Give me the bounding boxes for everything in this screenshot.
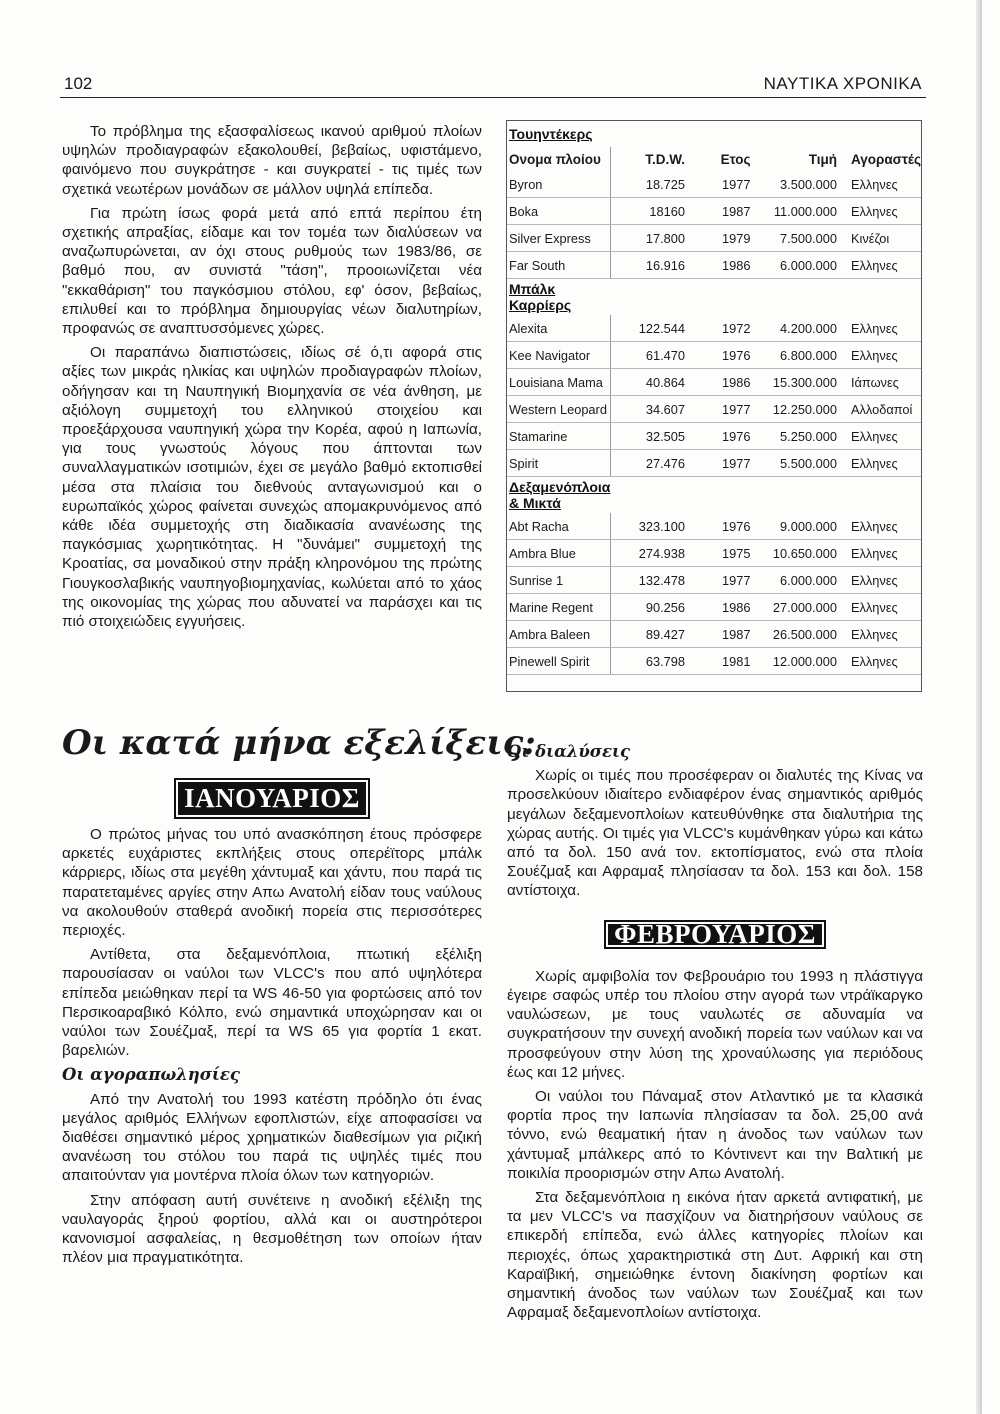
table-row [507, 423, 921, 450]
table-cell: Ετος [720, 151, 751, 167]
page-edge-shadow [976, 0, 982, 1414]
table-cell: Ιάπωνες [837, 369, 921, 396]
table-cell: Stamarine [507, 423, 610, 450]
table-header-row [507, 147, 921, 171]
table-section-title: Τουηντέκερς [509, 126, 593, 142]
table-cell: 34.607 [610, 396, 685, 423]
january-banner-wrap [62, 782, 482, 815]
table-cell: 5.500.000 [751, 450, 837, 477]
table-cell: Ελληνες [837, 315, 921, 342]
table-cell: Alexita [507, 315, 610, 342]
table-row [507, 198, 921, 225]
table-cell: Louisiana Mama [507, 369, 610, 396]
table-cell: Ελληνες [837, 648, 921, 675]
table-cell: 12.000.000 [751, 648, 837, 675]
table-cell: Western Leopard [507, 396, 610, 423]
table-cell: 9.000.000 [751, 513, 837, 540]
table-cell: Sunrise 1 [507, 567, 610, 594]
table-cell: 274.938 [610, 540, 685, 567]
table-cell: Silver Express [507, 225, 610, 252]
table-row [507, 315, 921, 342]
table-cell: 11.000.000 [751, 198, 837, 225]
table-row [507, 540, 921, 567]
paragraph: Στην απόφαση αυτή συνέτεινε η ανοδική εξέλιξη της ναυλαγοράς ξηρού φορτίου, αλλά και οι αυστηρότεροι κανονισμοί ασφαλείας, η θεσμοθέτηση των οποίων ήταν πλέον μια πραγματικότητα. [62, 1191, 482, 1267]
table-cell: Boka [507, 198, 610, 225]
table-cell: 323.100 [610, 513, 685, 540]
january-column [62, 825, 482, 1272]
table-cell: 1981 [685, 648, 750, 675]
table-cell: 1977 [685, 396, 750, 423]
table-cell: Marine Regent [507, 594, 610, 621]
table-row [507, 342, 921, 369]
table-cell: 18160 [610, 198, 685, 225]
table-cell: 12.250.000 [751, 396, 837, 423]
table-cell: 1976 [685, 423, 750, 450]
table-cell: Τιμή [808, 151, 837, 167]
paragraph: Ο πρώτος μήνας του υπό ανασκόπηση έτους πρόσφερε αρκετές ευχάριστες εκπλήξεις στους οπερέϊτορς μπάλκ κάρριερς, ιδίως στα μεγέθη χάντυμαξ και χάντυ, που παρά τις παρατεταμένες αργίες στην Απω Ανατολή είδαν τους ναύλους να ακολουθούν σταθερά ανοδική πορεία στις περισσότερες περιοχές. [62, 826, 482, 940]
table-cell: 27.476 [610, 450, 685, 477]
table-cell: 18.725 [610, 171, 685, 198]
table-cell: 1987 [685, 621, 750, 648]
table-cell: 1972 [685, 315, 750, 342]
table-cell: Ελληνες [837, 513, 921, 540]
table-cell: Αλλοδαποί [837, 396, 921, 423]
table-row [507, 450, 921, 477]
table-cell: Spirit [507, 450, 610, 477]
table-cell: Ελληνες [837, 450, 921, 477]
header-rule [60, 97, 926, 98]
table-cell: 6.000.000 [751, 567, 837, 594]
table-cell: 1977 [685, 567, 750, 594]
subheading-sales: Οι αγοραπωλησίες [62, 1065, 240, 1085]
table-cell: Kee Navigator [507, 342, 610, 369]
table-section-row [507, 121, 921, 147]
table-cell: 1976 [685, 342, 750, 369]
table-cell: 6.800.000 [751, 342, 837, 369]
table-cell: 5.250.000 [751, 423, 837, 450]
table-row [507, 252, 921, 279]
table-row [507, 225, 921, 252]
table-cell: 90.256 [610, 594, 685, 621]
table-cell: 1986 [685, 252, 750, 279]
table-cell: 1977 [685, 171, 750, 198]
table-cell: 16.916 [610, 252, 685, 279]
right-column [507, 742, 923, 1327]
subheading-demolitions: Οι διαλύσεις [507, 742, 631, 761]
table-cell: 3.500.000 [751, 171, 837, 198]
sales-table [506, 120, 922, 692]
table-section-title: Μπάλκ Καρρίερς [509, 281, 572, 313]
table-cell: 1986 [685, 369, 750, 396]
paragraph: Χωρίς οι τιμές που προσέφεραν οι διαλυτές της Κίνας να προσελκύουν ιδιαίτερο ενδιαφέρον ένας σημαντικός αριθμός μεγάλων δεξαμενοπλοίων κατευθύνθηκε στα διαλυτήρια της χώρας αυτής. Οι τιμές για VLCC's κυμάνθηκαν γύρω και κάτω από τα δολ. 150 ανά τον. εκτοπίσματος, ενώ στα πλοία Σουέζμαξ και Αφραμαξ πλησίασαν τα δολ. 153 και δολ. 158 αντίστοιχα. [507, 767, 923, 900]
table-cell: Ελληνες [837, 252, 921, 279]
table-cell: 40.864 [610, 369, 685, 396]
paragraph: Οι παραπάνω διαπιστώσεις, ιδίως σέ ό,τι αφορά στις αξίες των μικράς ηλικίας και υψηλών προδιαγραφών πλοίων, οδήγησαν και τη Ναυπηγική Βιομηχανία σε νέα άνθηση, με αξιόλογη συμμετοχή του ελληνικού στοιχείου και προεξάρχουσα ναυπηγική χώρα την Κορέα, αφού η Ιαπωνία, για τους γνωστούς λόγους που άπτονται των συναλλαγματικών ισοτιμιών, έχει σε μεγάλο βαθμό εκτοπισθεί μέσα στα πλαίσια του διεθνούς ανταγωνισμού και ο ευρωπαϊκός χώρος φαίνεται συνεχώς απομακρυνόμενος από κάθε ιδέα συμμετοχής στη διαδικασία ανανέωσης της παγκόσμιας χωρητικότητας. Η "δυνάμει" συμμετοχή της Κροατίας, σα μοναδικού στην πράξη κληρονόμου της πρώτης Γιουγκοσλαβικής ναυπηγοβιομηχανίας, κωλύεται από το χάος της οικονομίας της χώρας που αδυνατεί να παράσχει και τις πιό στοιχειώδεις εγγυήσεις. [62, 344, 482, 631]
table-row [507, 396, 921, 423]
table-cell: Ελληνες [837, 198, 921, 225]
table-section-row [507, 477, 921, 514]
table-row [507, 567, 921, 594]
table-cell: 1979 [685, 225, 750, 252]
table-cell: 63.798 [610, 648, 685, 675]
table-cell: 132.478 [610, 567, 685, 594]
table-row [507, 648, 921, 675]
table-row [507, 594, 921, 621]
table-cell: Ελληνες [837, 621, 921, 648]
table-cell: Ελληνες [837, 342, 921, 369]
table-cell: 61.470 [610, 342, 685, 369]
paragraph: Αντίθετα, στα δεξαμενόπλοια, πτωτική εξέλιξη παρουσίασαν οι ναύλοι των VLCC's που από υψηλότερα επίπεδα μειώθηκαν περί τα WS 46-50 για φορτώσεις από τον Περσικοαραβικό Κόλπο, ενώ σημαντικά υποχώρησαν και οι ναύλοι των Σουέζμαξ, περί τα WS 65 για φορτία 1 εκατ. βαρελιών. [62, 946, 482, 1060]
table-row [507, 513, 921, 540]
table-cell: 32.505 [610, 423, 685, 450]
table-cell: 10.650.000 [751, 540, 837, 567]
table-cell: Κινέζοι [837, 225, 921, 252]
table-cell: 26.500.000 [751, 621, 837, 648]
table-cell: 7.500.000 [751, 225, 837, 252]
paragraph: Στα δεξαμενόπλοια η εικόνα ήταν αρκετά αντιφατική, με τα μεν VLCC's να πασχίζουν να διατηρήσουν ναύλους σε επικερδή επίπεδα, ενώ άλλες κατηγορίες πλοίων και περιοχές, όπως χαρακτηριστικά στη Δυτ. Αφρική και στη Καραϊβική, σημειώθηκε έντονη διακίνηση φορτίων και σημαντική άνοδος των ναύλων των Σουέζμαξ και των Αφραμαξ δεξαμενοπλοίων αντίστοιχα. [507, 1189, 923, 1322]
table-cell: Ambra Blue [507, 540, 610, 567]
table-cell: Far South [507, 252, 610, 279]
paragraph: Το πρόβλημα της εξασφαλίσεως ικανού αριθμού πλοίων υψηλών προδιαγραφών εξακολουθεί, βεβαίως, υφιστάμενο, φαινόμενο που συγκράτησε - και συγκρατεί - τις τιμές των σχετικά νεωτέρων μονάδων σε μάλλον υψηλά επίπεδα. [62, 123, 482, 198]
table-cell: 1975 [685, 540, 750, 567]
table-cell: 4.200.000 [751, 315, 837, 342]
table-cell: 1986 [685, 594, 750, 621]
table-cell: 15.300.000 [751, 369, 837, 396]
table-cell: Ελληνες [837, 540, 921, 567]
table-section-title: Δεξαμενόπλοια & Μικτά [509, 479, 611, 511]
table-cell: Ελληνες [837, 423, 921, 450]
table-cell: 122.544 [610, 315, 685, 342]
paragraph: Χωρίς αμφιβολία τον Φεβρουάριο του 1993 η πλάστιγγα έγειρε σαφώς υπέρ του πλοίου στην αγορά των ντράϊκαργκο ναυλώσεων, με τους ναυλωτές σε αδυναμία να συγκρατήσουν την συνεχή ανοδική πορεία των ναύλων και να προσφεύγουν στην λύση της χροναύλωσης για περιόδους έως και 12 μήνες. [507, 967, 923, 1081]
february-banner: ΦΕΒΡΟΥΑΡΙΟΣ [608, 924, 822, 945]
january-banner: ΙΑΝΟΥΑΡΙΟΣ [178, 782, 366, 815]
table-cell: T.D.W. [645, 151, 686, 167]
section-title: Οι κατά μήνα εξελίξεις: [62, 723, 536, 763]
paragraph: Για πρώτη ίσως φορά μετά από επτά περίπου έτη σχετικής απραξίας, είδαμε και τον τομέα των διαλύσεων να αναζωπυρώνεται, αν όχι στους ρυθμούς των 1983/86, σε βαθμό που, αν συνιστά "τάση", προοιωνίζεται νέα "εκκαθάριση" του παγκόσμιου στόλου, εφ' όσον, βεβαίως, επιλυθεί και το πρόβλημα δημιουργίας νέων διαλυτηρίων, προφανώς σε αναπτυσσόμενες χώρες. [62, 204, 482, 338]
table-cell: Ελληνες [837, 171, 921, 198]
table-row [507, 621, 921, 648]
page-number: 102 [64, 74, 93, 93]
table-cell: Ελληνες [837, 567, 921, 594]
table-cell: Ambra Baleen [507, 621, 610, 648]
table-cell: 1987 [685, 198, 750, 225]
table-cell: 89.427 [610, 621, 685, 648]
table-cell: Abt Racha [507, 513, 610, 540]
running-header-title: ΝΑΥΤΙΚΑ ΧΡΟΝΙΚΑ [763, 74, 922, 93]
table-cell: Ελληνες [837, 594, 921, 621]
table-row [507, 369, 921, 396]
table-cell: 27.000.000 [751, 594, 837, 621]
table-cell: 1977 [685, 450, 750, 477]
table-cell: 17.800 [610, 225, 685, 252]
table-row [507, 171, 921, 198]
table-cell: Αγοραστές [850, 151, 921, 167]
table-cell: Ονομα πλοίου [507, 147, 610, 171]
table-cell: 6.000.000 [751, 252, 837, 279]
intro-column [62, 122, 482, 636]
table-cell: Pinewell Spirit [507, 648, 610, 675]
table-cell: 1976 [685, 513, 750, 540]
paragraph: Από την Ανατολή του 1993 κατέστη πρόδηλο ότι ένας μεγάλος αριθμός Ελλήνων εφοπλιστών, είχε αποφασίσει να διαθέσει σημαντικό μέρος χρηματικών διαθεσίμων για ριζική ανανέωση του στόλου του παρά τις υψηλές τιμές που απαιτούνταν για μοντέρνα πλοία όλων των κατηγοριών. [62, 1090, 482, 1185]
paragraph: Οι ναύλοι του Πάναμαξ στον Ατλαντικό με τα κλασικά φορτία προς την Ιαπωνία πλησίασαν τα δολ. 25,00 ανά τόννο, ενώ θεαματική ήταν η άνοδος των ναύλων των χάντυμαξ μπάλκερς από το Κόντινεντ και την Βαλτική με ποικιλία προορισμών στην Απω Ανατολή. [507, 1088, 923, 1182]
table-cell: Byron [507, 171, 610, 198]
table-section-row [507, 279, 921, 316]
